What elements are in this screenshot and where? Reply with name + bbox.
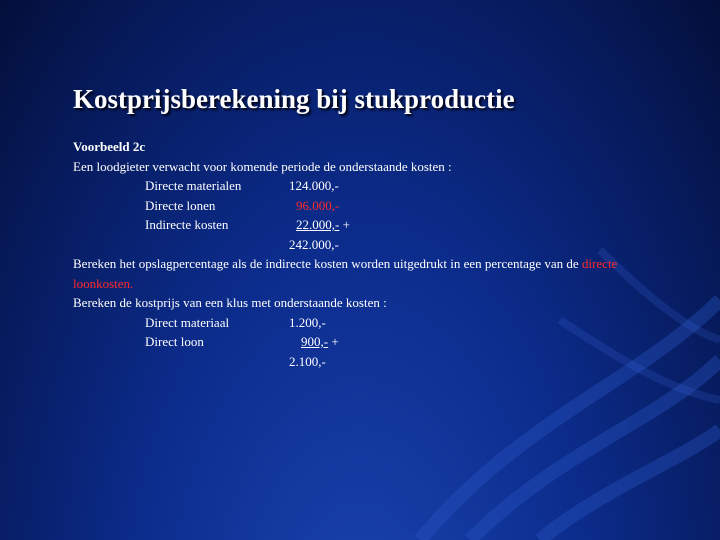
total-amount: 242.000,- (289, 236, 339, 252)
plus-sign: + (331, 334, 339, 349)
cost-amount: 124.000,- (289, 178, 339, 193)
job-total-row (73, 352, 673, 372)
job-total-amount: 2.100,- (289, 353, 326, 369)
intro-text: Een loodgieter verwacht voor komende periode de onderstaande kosten : (73, 158, 452, 174)
cost-row (73, 196, 673, 216)
cost-label: Indirecte kosten (145, 217, 229, 232)
question-2: Bereken de kostprijs van een klus met onderstaande kosten : (73, 295, 387, 310)
job-cost-row (73, 332, 673, 352)
cost-label: Directe lonen (145, 197, 216, 213)
question-1-text: Bereken het opslagpercentage als de indirecte kosten worden uitgedrukt in een percentage van de (73, 256, 582, 271)
job-cost-amount-group (301, 332, 339, 352)
question-1 (73, 254, 673, 293)
total-row (73, 235, 673, 255)
job-cost-label: Direct loon (145, 334, 204, 349)
question-1-highlight: directe loonkosten. (73, 256, 618, 291)
cost-row (73, 176, 673, 196)
example-heading: Voorbeeld 2c (73, 139, 146, 154)
slide-title: Kostprijsberekening bij stukproductie (73, 84, 515, 114)
job-cost-row (73, 313, 673, 333)
job-cost-amount: 900,- (301, 334, 329, 349)
cost-row (73, 215, 673, 235)
cost-amount-group (296, 215, 350, 235)
slide-content (73, 137, 673, 371)
plus-sign: + (342, 217, 350, 232)
cost-amount: 22.000,- (296, 217, 340, 232)
job-cost-label: Direct materiaal (145, 314, 230, 330)
job-cost-amount: 1.200,- (289, 314, 326, 330)
cost-amount: 96.000,- (296, 197, 340, 213)
cost-label: Directe materialen (145, 178, 242, 193)
